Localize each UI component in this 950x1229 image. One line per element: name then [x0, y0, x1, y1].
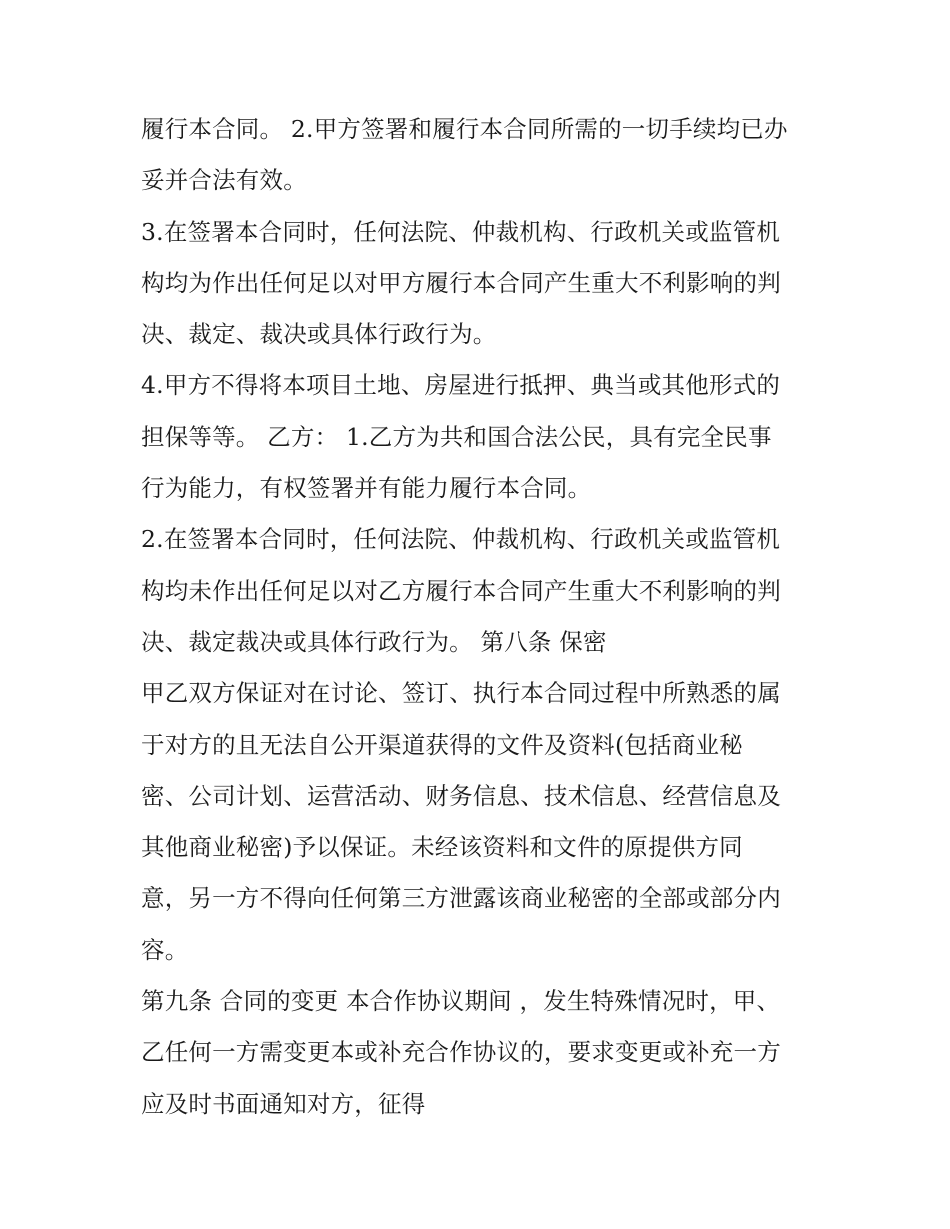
text-line: 3.在签署本合同时，任何法院、仲裁机构、行政机关或监管机: [141, 217, 781, 246]
text-line: 担保等等。 乙方： 1.乙方为共和国合法公民，具有完全民事: [141, 422, 772, 451]
text-line: 乙任何一方需变更本或补充合作协议的，要求变更或补充一方: [141, 1038, 781, 1067]
text-line: 应及时书面通知对方，征得: [141, 1089, 426, 1118]
text-line: 2.在签署本合同时，任何法院、仲裁机构、行政机关或监管机: [141, 525, 781, 554]
text-line: 决、裁定、裁决或具体行政行为。: [141, 320, 497, 349]
text-line: 第九条 合同的变更 本合作协议期间 ，发生特殊情况时，甲、: [141, 987, 781, 1016]
text-line: 容。: [141, 935, 189, 964]
text-line: 甲乙双方保证对在讨论、签订、执行本合同过程中所熟悉的属: [141, 679, 781, 708]
text-line: 妥并合法有效。: [141, 166, 307, 195]
text-line: 于对方的且无法自公开渠道获得的文件及资料(包括商业秘: [141, 730, 743, 759]
text-line: 构均未作出任何足以对乙方履行本合同产生重大不利影响的判: [141, 576, 781, 605]
text-line: 4.甲方不得将本项目土地、房屋进行抵押、典当或其他形式的: [141, 371, 781, 400]
text-line: 其他商业秘密)予以保证。未经该资料和文件的原提供方同: [141, 833, 743, 862]
text-line: 构均为作出任何足以对甲方履行本合同产生重大不利影响的判: [141, 268, 781, 297]
text-line: 行为能力，有权签署并有能力履行本合同。: [141, 474, 592, 503]
text-line: 密、公司计划、运营活动、财务信息、技术信息、经营信息及: [141, 781, 781, 810]
text-line: 意，另一方不得向任何第三方泄露该商业秘密的全部或部分内: [141, 884, 781, 913]
text-line: 决、裁定裁决或具体行政行为。 第八条 保密: [141, 627, 607, 656]
contract-text: [141, 104, 831, 1130]
text-line: 履行本合同。 2.甲方签署和履行本合同所需的一切手续均已办: [141, 115, 788, 143]
